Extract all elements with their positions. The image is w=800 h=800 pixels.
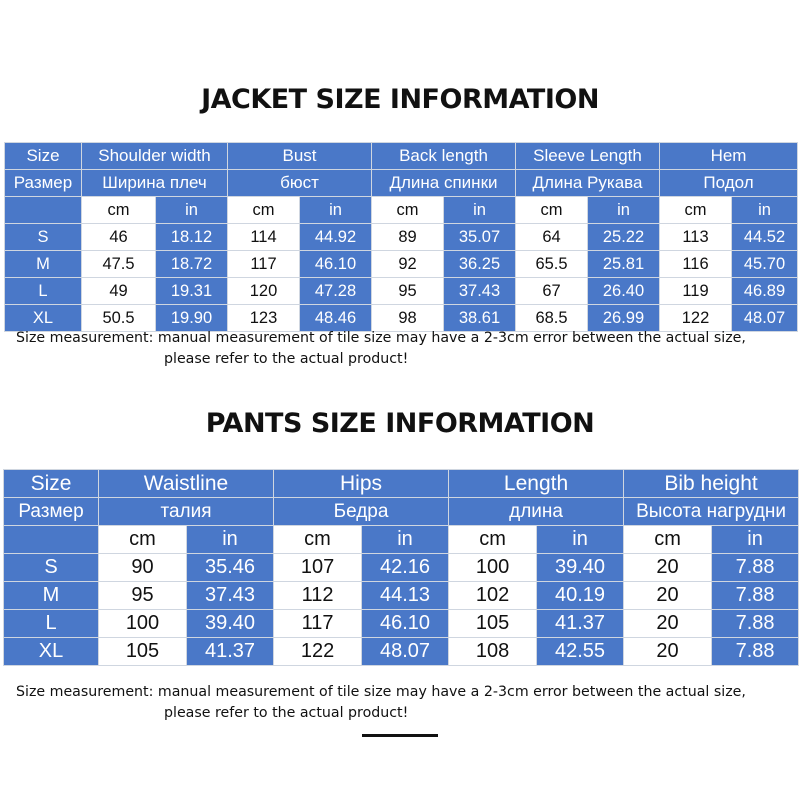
value-cell: 116 — [660, 251, 732, 278]
jacket-row-m — [5, 251, 798, 278]
value-cell: 37.43 — [444, 278, 516, 305]
value-cell: 46.10 — [362, 610, 449, 638]
value-cell: 19.31 — [156, 278, 228, 305]
size-label-cell: S — [5, 224, 82, 251]
value-cell: 98 — [372, 305, 444, 332]
value-cell: 112 — [274, 582, 362, 610]
jacket-measurement-note-cont: please refer to the actual product! — [164, 351, 409, 367]
value-cell: 48.46 — [300, 305, 372, 332]
value-cell: 18.12 — [156, 224, 228, 251]
value-cell: 105 — [449, 610, 537, 638]
jacket-header-row-en — [5, 143, 798, 170]
value-cell: 41.37 — [537, 610, 624, 638]
value-cell: 19.90 — [156, 305, 228, 332]
value-cell: 113 — [660, 224, 732, 251]
pants-header-row-en — [4, 470, 799, 498]
size-label-cell: L — [5, 278, 82, 305]
unit-cell: in — [732, 197, 798, 224]
size-label-cell: XL — [5, 305, 82, 332]
value-cell: 7.88 — [712, 554, 799, 582]
unit-cell: cm — [516, 197, 588, 224]
value-cell: 68.5 — [516, 305, 588, 332]
value-cell: 39.40 — [187, 610, 274, 638]
value-cell: 47.28 — [300, 278, 372, 305]
value-cell: 105 — [99, 638, 187, 666]
header-cell: Ширина плеч — [82, 170, 228, 197]
header-cell: Высота нагрудни — [624, 498, 799, 526]
header-cell: Бедра — [274, 498, 449, 526]
unit-cell: in — [300, 197, 372, 224]
jacket-size-table — [4, 142, 798, 332]
size-label-cell: XL — [4, 638, 99, 666]
value-cell: 100 — [99, 610, 187, 638]
unit-cell: cm — [624, 526, 712, 554]
header-cell: Hips — [274, 470, 449, 498]
jacket-row-l — [5, 278, 798, 305]
value-cell: 48.07 — [732, 305, 798, 332]
jacket-unit-row — [5, 197, 798, 224]
header-cell: Size — [5, 143, 82, 170]
unit-cell: in — [712, 526, 799, 554]
value-cell: 67 — [516, 278, 588, 305]
pants-measurement-note-cont: please refer to the actual product! — [164, 705, 409, 721]
unit-cell: in — [444, 197, 516, 224]
value-cell: 42.55 — [537, 638, 624, 666]
jacket-row-s — [5, 224, 798, 251]
header-cell: Bust — [228, 143, 372, 170]
value-cell: 117 — [274, 610, 362, 638]
header-cell: бюст — [228, 170, 372, 197]
value-cell: 46.10 — [300, 251, 372, 278]
header-cell: талия — [99, 498, 274, 526]
pants-row-l — [4, 610, 799, 638]
header-cell: Подол — [660, 170, 798, 197]
unit-cell: cm — [99, 526, 187, 554]
size-label-cell: L — [4, 610, 99, 638]
value-cell: 46.89 — [732, 278, 798, 305]
pants-unit-row — [4, 526, 799, 554]
header-cell: Размер — [5, 170, 82, 197]
unit-cell: cm — [660, 197, 732, 224]
pants-size-title: PANTS SIZE INFORMATION — [205, 408, 595, 439]
header-cell: длина — [449, 498, 624, 526]
value-cell: 65.5 — [516, 251, 588, 278]
value-cell: 100 — [449, 554, 537, 582]
value-cell: 7.88 — [712, 582, 799, 610]
value-cell: 47.5 — [82, 251, 156, 278]
value-cell: 25.22 — [588, 224, 660, 251]
unit-cell: in — [156, 197, 228, 224]
pants-size-table — [3, 469, 799, 666]
pants-row-xl — [4, 638, 799, 666]
value-cell: 117 — [228, 251, 300, 278]
header-cell: Shoulder width — [82, 143, 228, 170]
value-cell: 26.99 — [588, 305, 660, 332]
value-cell: 38.61 — [444, 305, 516, 332]
value-cell: 20 — [624, 554, 712, 582]
bottom-divider — [362, 734, 438, 737]
value-cell: 49 — [82, 278, 156, 305]
unit-cell: cm — [449, 526, 537, 554]
unit-cell: cm — [82, 197, 156, 224]
header-cell: Размер — [4, 498, 99, 526]
value-cell: 7.88 — [712, 638, 799, 666]
value-cell: 20 — [624, 582, 712, 610]
value-cell: 25.81 — [588, 251, 660, 278]
header-cell: Bib height — [624, 470, 799, 498]
header-cell: Sleeve Length — [516, 143, 660, 170]
unit-cell: in — [187, 526, 274, 554]
value-cell: 35.07 — [444, 224, 516, 251]
header-cell: Hem — [660, 143, 798, 170]
value-cell: 41.37 — [187, 638, 274, 666]
size-label-cell: M — [4, 582, 99, 610]
value-cell: 123 — [228, 305, 300, 332]
value-cell: 122 — [660, 305, 732, 332]
value-cell: 46 — [82, 224, 156, 251]
value-cell: 107 — [274, 554, 362, 582]
value-cell: 26.40 — [588, 278, 660, 305]
unit-cell: cm — [372, 197, 444, 224]
size-label-cell: S — [4, 554, 99, 582]
value-cell: 48.07 — [362, 638, 449, 666]
value-cell: 7.88 — [712, 610, 799, 638]
size-label-cell: M — [5, 251, 82, 278]
value-cell: 18.72 — [156, 251, 228, 278]
unit-cell: in — [537, 526, 624, 554]
jacket-row-xl — [5, 305, 798, 332]
unit-cell: cm — [228, 197, 300, 224]
value-cell: 39.40 — [537, 554, 624, 582]
unit-cell: in — [588, 197, 660, 224]
unit-cell-empty — [5, 197, 82, 224]
value-cell: 37.43 — [187, 582, 274, 610]
value-cell: 108 — [449, 638, 537, 666]
value-cell: 102 — [449, 582, 537, 610]
pants-header-row-ru — [4, 498, 799, 526]
value-cell: 90 — [99, 554, 187, 582]
value-cell: 36.25 — [444, 251, 516, 278]
value-cell: 35.46 — [187, 554, 274, 582]
value-cell: 44.92 — [300, 224, 372, 251]
value-cell: 45.70 — [732, 251, 798, 278]
jacket-size-title: JACKET SIZE INFORMATION — [201, 84, 599, 115]
value-cell: 44.52 — [732, 224, 798, 251]
header-cell: Длина спинки — [372, 170, 516, 197]
jacket-measurement-note: Size measurement: manual measurement of tile size may have a 2-3cm error between the actual size, — [16, 330, 746, 346]
value-cell: 64 — [516, 224, 588, 251]
unit-cell: in — [362, 526, 449, 554]
value-cell: 120 — [228, 278, 300, 305]
value-cell: 95 — [99, 582, 187, 610]
value-cell: 122 — [274, 638, 362, 666]
unit-cell-empty — [4, 526, 99, 554]
value-cell: 20 — [624, 610, 712, 638]
value-cell: 50.5 — [82, 305, 156, 332]
value-cell: 89 — [372, 224, 444, 251]
header-cell: Length — [449, 470, 624, 498]
value-cell: 114 — [228, 224, 300, 251]
header-cell: Size — [4, 470, 99, 498]
value-cell: 44.13 — [362, 582, 449, 610]
header-cell: Длина Рукава — [516, 170, 660, 197]
value-cell: 40.19 — [537, 582, 624, 610]
jacket-header-row-ru — [5, 170, 798, 197]
pants-row-s — [4, 554, 799, 582]
pants-row-m — [4, 582, 799, 610]
value-cell: 92 — [372, 251, 444, 278]
value-cell: 95 — [372, 278, 444, 305]
header-cell: Back length — [372, 143, 516, 170]
value-cell: 42.16 — [362, 554, 449, 582]
value-cell: 119 — [660, 278, 732, 305]
pants-measurement-note: Size measurement: manual measurement of tile size may have a 2-3cm error between the actual size, — [16, 684, 746, 700]
header-cell: Waistline — [99, 470, 274, 498]
unit-cell: cm — [274, 526, 362, 554]
value-cell: 20 — [624, 638, 712, 666]
